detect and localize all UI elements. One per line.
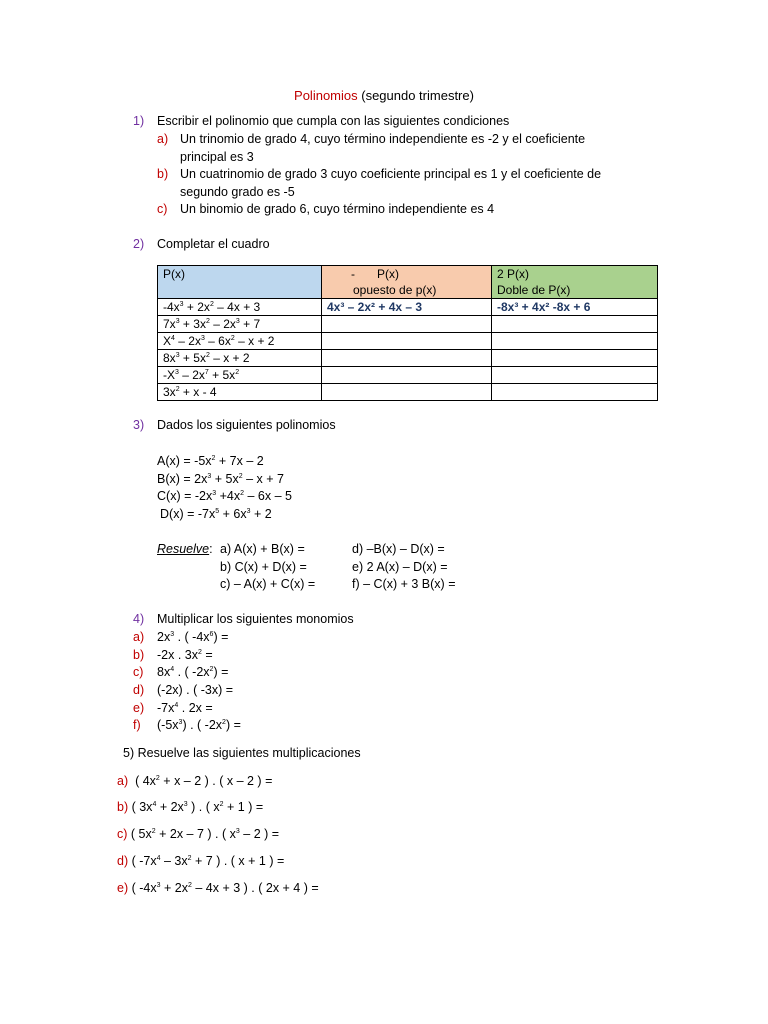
monomial-item: $8x^4$ . ( $-2x^2$) = bbox=[157, 665, 229, 679]
table-row bbox=[158, 384, 658, 401]
table-cell: 4x³ – 2x² + 4x – 3 bbox=[322, 299, 492, 316]
operation-e: e) 2 A(x) – D(x) = bbox=[352, 560, 448, 574]
monomial-item: -2x . $3x^2$ = bbox=[157, 648, 213, 662]
table-cell[interactable] bbox=[492, 350, 658, 367]
section-3-number: 3) bbox=[133, 418, 145, 432]
table-cell[interactable] bbox=[492, 367, 658, 384]
operation-c: c) – A(x) + C(x) = bbox=[220, 577, 316, 591]
polynomial-table bbox=[157, 265, 658, 401]
table-cell: $3x^2 + x - 4$ bbox=[158, 384, 322, 401]
header-doble: 2 P(x) Doble de P(x) bbox=[492, 266, 658, 299]
table-cell[interactable] bbox=[492, 333, 658, 350]
section-5-text: 5) Resuelve las siguientes multiplicaciones bbox=[123, 746, 361, 760]
multiplication-item: e) ( $-4x^3 + 2x^2 - 4x + 3$ ) . ( 2x + 4 ) = bbox=[117, 881, 319, 895]
multiplication-item: a) ( $4x^2 + x - 2$ ) . ( x – 2 ) = bbox=[117, 774, 273, 788]
polynomial-b: $B(x) = 2x^3 + 5x^2 - x + 7$ bbox=[157, 472, 284, 486]
section-1-text: Escribir el polinomio que cumpla con las siguientes condiciones bbox=[157, 114, 510, 128]
section-2-number: 2) bbox=[133, 237, 145, 251]
table-cell[interactable] bbox=[492, 384, 658, 401]
monomial-item: $(-5x^3)$ . ( $-2x^2$) = bbox=[157, 718, 241, 732]
section-2-text: Completar el cuadro bbox=[157, 237, 270, 251]
table-cell: $-X^3 - 2x^7 + 5x^2$ bbox=[158, 367, 322, 384]
polynomial-d: $D(x) = -7x^5 + 6x^3 + 2$ bbox=[160, 507, 272, 521]
table-header-row bbox=[158, 266, 658, 299]
table-cell[interactable] bbox=[322, 316, 492, 333]
polynomial-c: $C(x) = -2x^3 +4x^2 - 6x - 5$ bbox=[157, 489, 292, 503]
item-letter: c) bbox=[157, 202, 168, 216]
table-row bbox=[158, 367, 658, 384]
item-text: principal es 3 bbox=[180, 150, 254, 164]
page-title: Polinomios (segundo trimestre) bbox=[294, 88, 474, 103]
item-letter: f) bbox=[133, 718, 141, 732]
multiplication-item: c) ( $5x^2 + 2x - 7$ ) . ( $x^3 - 2$ ) = bbox=[117, 827, 280, 841]
table-row bbox=[158, 299, 658, 316]
table-cell: $7x^3 + 3x^2 - 2x^3 + 7$ bbox=[158, 316, 322, 333]
table-row bbox=[158, 350, 658, 367]
table-row bbox=[158, 316, 658, 333]
item-letter: d) bbox=[133, 683, 145, 697]
header-px: P(x) bbox=[158, 266, 322, 299]
table-row bbox=[158, 333, 658, 350]
section-3-text: Dados los siguientes polinomios bbox=[157, 418, 336, 432]
item-letter: a) bbox=[133, 630, 145, 644]
table-cell[interactable] bbox=[322, 367, 492, 384]
table-cell[interactable] bbox=[322, 384, 492, 401]
item-letter: c) bbox=[133, 665, 144, 679]
table-cell[interactable] bbox=[322, 333, 492, 350]
resuelve-label: Resuelve: bbox=[157, 542, 213, 556]
item-letter: b) bbox=[157, 167, 169, 181]
section-4-text: Multiplicar los siguientes monomios bbox=[157, 612, 354, 626]
table-cell: $8x^3 + 5x^2 - x + 2$ bbox=[158, 350, 322, 367]
table-cell[interactable] bbox=[322, 350, 492, 367]
item-text: Un cuatrinomio de grado 3 cuyo coeficiente principal es 1 y el coeficiente de bbox=[180, 167, 602, 181]
table-cell[interactable] bbox=[492, 316, 658, 333]
operation-f: f) – C(x) + 3 B(x) = bbox=[352, 577, 456, 591]
operation-a: a) A(x) + B(x) = bbox=[220, 542, 305, 556]
item-letter: a) bbox=[157, 132, 169, 146]
item-letter: e) bbox=[133, 701, 145, 715]
item-text: segundo grado es -5 bbox=[180, 185, 295, 199]
section-1-number: 1) bbox=[133, 114, 145, 128]
monomial-item: $-7x^4$ . 2x = bbox=[157, 701, 213, 715]
table-cell: -8x³ + 4x² -8x + 6 bbox=[492, 299, 658, 316]
multiplication-item: b) ( $3x^4 + 2x^3$ ) . ( $x^2 + 1$ ) = bbox=[117, 800, 264, 814]
operation-b: b) C(x) + D(x) = bbox=[220, 560, 307, 574]
item-text: Un trinomio de grado 4, cuyo término independiente es -2 y el coeficiente bbox=[180, 132, 586, 146]
table-cell: $-4x^3 + 2x^2 - 4x + 3$ bbox=[158, 299, 322, 316]
table-cell: $X^4 - 2x^3 - 6x^2 - x + 2$ bbox=[158, 333, 322, 350]
operation-d: d) –B(x) – D(x) = bbox=[352, 542, 445, 556]
multiplication-item: d) ( $-7x^4 - 3x^2 + 7$ ) . ( x + 1 ) = bbox=[117, 854, 285, 868]
item-text: Un binomio de grado 6, cuyo término independiente es 4 bbox=[180, 202, 495, 216]
section-4-number: 4) bbox=[133, 612, 145, 626]
polynomial-a: $A(x) = -5x^2 + 7x - 2$ bbox=[157, 454, 264, 468]
monomial-item: $2x^3$ . ( $-4x^6$) = bbox=[157, 630, 229, 644]
item-letter: b) bbox=[133, 648, 145, 662]
monomial-item: (-2x) . ( -3x) = bbox=[157, 683, 234, 697]
header-opuesto: - P(x) opuesto de p(x) bbox=[322, 266, 492, 299]
